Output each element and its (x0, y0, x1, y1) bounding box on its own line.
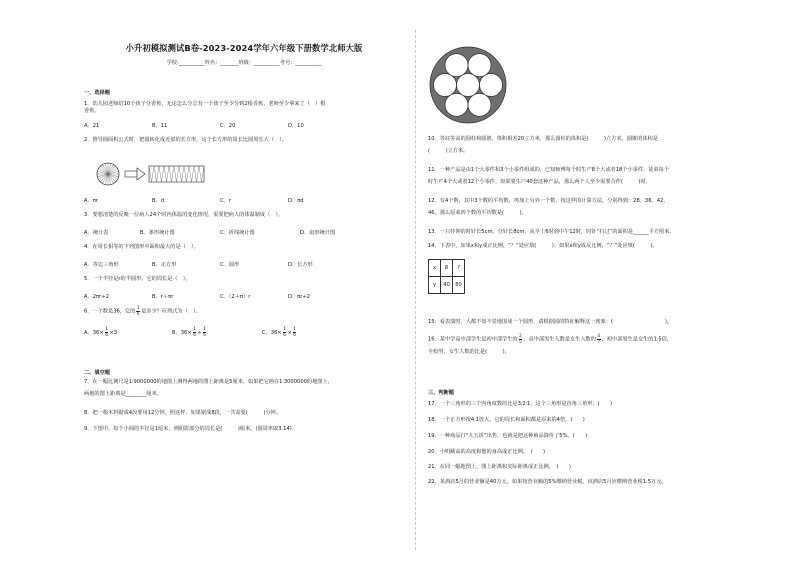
option-a: A．36× $\frac{1}{6}$ ×3 (84, 326, 118, 337)
option-b: B．正方形 (152, 262, 177, 268)
option-b: B．36× $\frac{1}{6}$ ÷ $\frac{1}{6}$ (172, 326, 206, 337)
question-3: 3．要想清楚的反映一位病人24个时内体温的变化情况，需要把病人的体温制成（ ）。 (84, 212, 284, 218)
question-1-line1: 1．幼儿园老师给10个孩子分香蕉，无论怎么分总有一个孩子至少分到2根香蕉，老师至少拿来了（ ）根 (84, 101, 326, 107)
question-5: 5．一个半径是r的半圆形，它的周长是（ ）。 (84, 276, 191, 282)
question-2-options (84, 197, 356, 204)
question-3-options (84, 229, 380, 236)
option-c: C．r (220, 198, 231, 204)
option-d: D．扇形统计图 (300, 230, 336, 236)
circle-to-rectangle-figure (96, 161, 206, 187)
table-cell: x (429, 260, 441, 277)
column-divider (415, 30, 416, 550)
question-6-post: 是多少？应列式为（ ）。 (141, 308, 201, 315)
question-12 (428, 198, 750, 217)
student-info-line: 学校:__________姓名：_______班级：__________考号：__________ (166, 60, 322, 66)
option-a: A．统计表 (84, 230, 109, 236)
question-19: 19．一种商品打“九五折”出售，也就是把这种商品降价了5%。( ) (428, 433, 588, 439)
question-22: 22．某酒店5月的营业额是40万元，如果按营业额的5%缴纳营业税，该酒店5月应缴纳营业税1.5万元。 (428, 479, 667, 485)
option-a: A．πr (84, 198, 98, 204)
option-c: C．20 (220, 123, 236, 129)
question-9: 9．下图中，每个小圆的半径是1厘米，则阴影部分的周长是( )厘米。(圆周率取3.14) (84, 426, 292, 432)
question-11-line1: 11．一种产品是由1个大零件和3个小零件组成的，已知师傅每个时生产8个大或者18个小零件，徒弟每个 (428, 167, 669, 173)
question-21: 21．在同一幅地图上，图上距离和实际距离成正比例。 ( ) (428, 464, 571, 470)
section-fill-heading: 二、填空题 (84, 370, 110, 376)
question-11 (428, 167, 750, 186)
option-b: B．d (152, 198, 165, 204)
question-1 (84, 101, 406, 115)
option-d: D．πr÷2 (288, 294, 311, 300)
table-cell: 8 (441, 260, 453, 277)
question-20: 20．小明跳高的高度和他的身高成正比例。 ( ) (428, 449, 545, 455)
question-14: 14．下表中，如果x和y成正比例，“？”处应填( )；如果x和y成反比例，“？”处应填( )。 (428, 243, 658, 249)
option-d: D．10 (288, 123, 304, 129)
option-b: B．条形统计图 (140, 230, 175, 236)
section-judge-heading: 三、判断题 (428, 390, 454, 396)
approx-rectangle (149, 166, 204, 182)
option-d: D．πd (288, 198, 304, 204)
question-7-line2: 两地的图上距离是________厘米。 (84, 391, 162, 397)
small-circle (480, 74, 503, 97)
page-title: 小升初模拟测试B卷-2023-2024学年六年级下册数学北师大版 (125, 43, 363, 53)
question-4-options (84, 261, 356, 268)
question-17: 17．一个三角形的三个内角度数的比是3∶2∶1，这个三角形是直角三角形。( ) (428, 401, 613, 407)
table-cell: 80 (453, 277, 465, 294)
question-12-line1: 12．有4个数，其中3个数的平均数，再加上另外一个数，按这样的计算方法，分别得到：28、36、42、 (428, 198, 669, 204)
left-column (84, 0, 404, 562)
sectored-circle (97, 163, 119, 185)
question-7 (84, 379, 406, 398)
option-a: A．2πr÷2 (84, 294, 109, 300)
small-circle (468, 93, 491, 116)
question-5-options (84, 293, 356, 300)
right-column (428, 0, 748, 562)
small-circle (445, 54, 468, 77)
question-10-line1: 10．等底等高的圆柱和圆锥，体积相差20立方米，那么圆柱的体积是( )立方米，圆锥的体积是 (428, 136, 658, 142)
question-16-line2: 全校男、女生人数的比是( )。 (428, 349, 510, 356)
question-4: 4．在周长相等的下列图形中面积最大的是（ ）。 (84, 244, 199, 250)
question-18: 18．一个正方形按4∶1放大，它的周长和面积都是原来的4倍。( ) (428, 417, 585, 423)
table-cell: ? (453, 260, 465, 277)
arrow-icon (125, 168, 145, 180)
question-12-line2: 46。那么原来四个数的平均数是( )。 (428, 210, 527, 216)
option-d: D．长方形 (288, 262, 313, 268)
question-6-pre: 6．一个数是36，它的 (84, 308, 136, 315)
question-15: 15．看表演时，人都不知不觉地围成一个圆形，请根据圆的特征解释这一现象：( )。 (428, 319, 673, 325)
question-7-line1: 7．在一幅比例尺是1∶9000000的地图上测得两地的图上距离是5厘米，如果把它画在1∶3000000的地图上， (84, 379, 333, 385)
proportion-table (428, 259, 465, 294)
question-6 (84, 306, 201, 316)
fraction: $\frac{1}{6}$ (136, 305, 140, 316)
table-row (429, 277, 465, 294)
question-10 (428, 136, 750, 155)
question-8: 8．把一根木料锯成4段要用12分钟，照这样，如果锯成8段，一共需要( )分钟。 (84, 410, 281, 416)
small-circle (445, 93, 468, 116)
option-c: C．36× $\frac{1}{6}$ × $\frac{1}{6}$ (262, 326, 296, 337)
option-a: A．等边三角形 (84, 262, 119, 268)
option-c: C．折线统计图 (220, 230, 255, 236)
small-circle (468, 54, 491, 77)
section-choice-heading: 一、选择题 (84, 90, 110, 96)
question-2: 2．推导圆面积公式时，把圆转化成近似的长方形，这个长方形的周长比圆周长大（ ）。 (84, 137, 288, 143)
question-16-line1: 16．某中学高中部学生是初中部学生的 $\frac{2}{5}$ ，高中部男生人数是女生人数的 $\frac{4}{7}$ ，初中部男生是女生的1.5倍， (428, 333, 673, 344)
question-13: 13．一只挂钟的时针长5cm，分针长8cm，从早上6时到中午12时，时针“扫过”的面积是______平方厘米。 (428, 229, 675, 235)
option-a: A．21 (84, 123, 100, 129)
table-row (429, 260, 465, 277)
small-circle (457, 74, 480, 97)
question-1-options (84, 122, 356, 129)
option-b: B．11 (152, 123, 168, 129)
question-16 (428, 334, 750, 356)
small-circle (434, 74, 457, 97)
table-cell: y (429, 277, 441, 294)
seven-circles-figure (428, 45, 510, 127)
question-1-line2: 香蕉。 (84, 108, 100, 114)
question-6-options (84, 327, 352, 337)
table-cell: 40 (441, 277, 453, 294)
option-b: B．r＋πr (152, 294, 174, 300)
question-11-line2: 时生产4个大或者12个小零件。如果要生产40套这种产品，那么两个人至少需要合作( )时。 (428, 179, 651, 185)
option-c: C．圆形 (220, 262, 240, 268)
option-c: C．（2＋π）r (220, 294, 251, 300)
question-10-line2: ( )立方米。 (428, 148, 469, 154)
